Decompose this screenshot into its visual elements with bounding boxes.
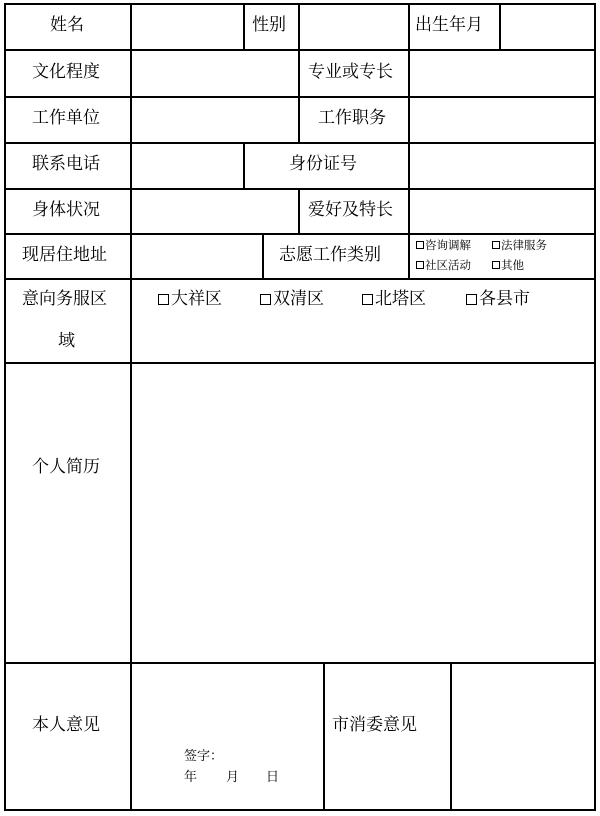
employer-label: 工作单位 [32,108,100,128]
employer-field[interactable] [132,98,297,141]
checkbox-icon[interactable] [416,241,424,249]
job-position-field[interactable] [410,98,594,141]
area-option-label: 大祥区 [171,289,222,309]
row-divider [4,233,596,235]
volunteer-type-option-label: 社区活动 [425,258,471,272]
column-divider [323,662,325,811]
area-option[interactable] [158,289,222,309]
area-option-label: 双清区 [273,289,324,309]
phone-field[interactable] [132,144,242,187]
service-area-label: 意向务服区 [22,289,107,309]
area-option[interactable] [260,289,324,309]
checkbox-icon[interactable] [492,261,500,269]
row-divider [4,278,596,280]
column-divider [243,142,245,188]
hobby-field[interactable] [410,190,594,232]
id-number-label: 身份证号 [289,154,357,174]
self-opinion-label: 本人意见 [32,715,100,735]
education-field[interactable] [132,51,297,95]
phone-label: 联系电话 [32,154,100,174]
date-month-label: 月 [226,770,240,785]
health-field[interactable] [132,190,297,232]
column-divider [408,233,410,278]
major-field[interactable] [410,51,594,95]
birth-date-field[interactable] [501,5,594,48]
gender-label: 性别 [252,15,286,35]
name-field[interactable] [132,5,242,48]
address-label: 现居住地址 [22,245,107,265]
job-position-label: 工作职务 [318,108,386,128]
volunteer-type-option-label: 咨询调解 [425,238,471,252]
area-option[interactable] [362,289,426,309]
column-divider [243,3,245,49]
hobby-label: 爱好及特长 [308,200,393,220]
area-option-label: 各县市 [479,289,530,309]
committee-opinion-field[interactable] [452,664,594,809]
service-area-label-cont: 域 [58,331,75,351]
resume-field[interactable] [132,364,594,661]
self-opinion-field[interactable] [132,664,322,734]
checkbox-icon[interactable] [466,294,477,305]
signature-label: 签字： [184,749,224,764]
health-label: 身体状况 [32,200,100,220]
date-year-label: 年 [184,770,198,785]
volunteer-type-option[interactable] [416,238,471,252]
column-divider [298,49,300,142]
gender-field[interactable] [300,5,407,48]
volunteer-type-option[interactable] [492,258,524,272]
resume-label: 个人简历 [32,457,100,477]
volunteer-type-option[interactable] [416,258,471,272]
volunteer-type-option-label: 其他 [501,258,524,272]
birth-date-label: 出生年月 [415,15,483,35]
checkbox-icon[interactable] [492,241,500,249]
committee-opinion-label: 市消委意见 [332,715,417,735]
id-number-field[interactable] [410,144,594,187]
education-label: 文化程度 [32,62,100,82]
checkbox-icon[interactable] [158,294,169,305]
area-option-label: 北塔区 [375,289,426,309]
date-day-label: 日 [266,770,280,785]
column-divider [298,188,300,233]
address-field[interactable] [132,235,261,277]
volunteer-type-label: 志愿工作类别 [279,245,381,265]
major-label: 专业或专长 [308,62,393,82]
column-divider [262,233,264,278]
volunteer-type-option[interactable] [492,238,547,252]
checkbox-icon[interactable] [362,294,373,305]
checkbox-icon[interactable] [416,261,424,269]
area-option[interactable] [466,289,530,309]
checkbox-icon[interactable] [260,294,271,305]
column-divider [408,3,410,49]
name-label: 姓名 [50,15,84,35]
volunteer-type-option-label: 法律服务 [501,238,547,252]
